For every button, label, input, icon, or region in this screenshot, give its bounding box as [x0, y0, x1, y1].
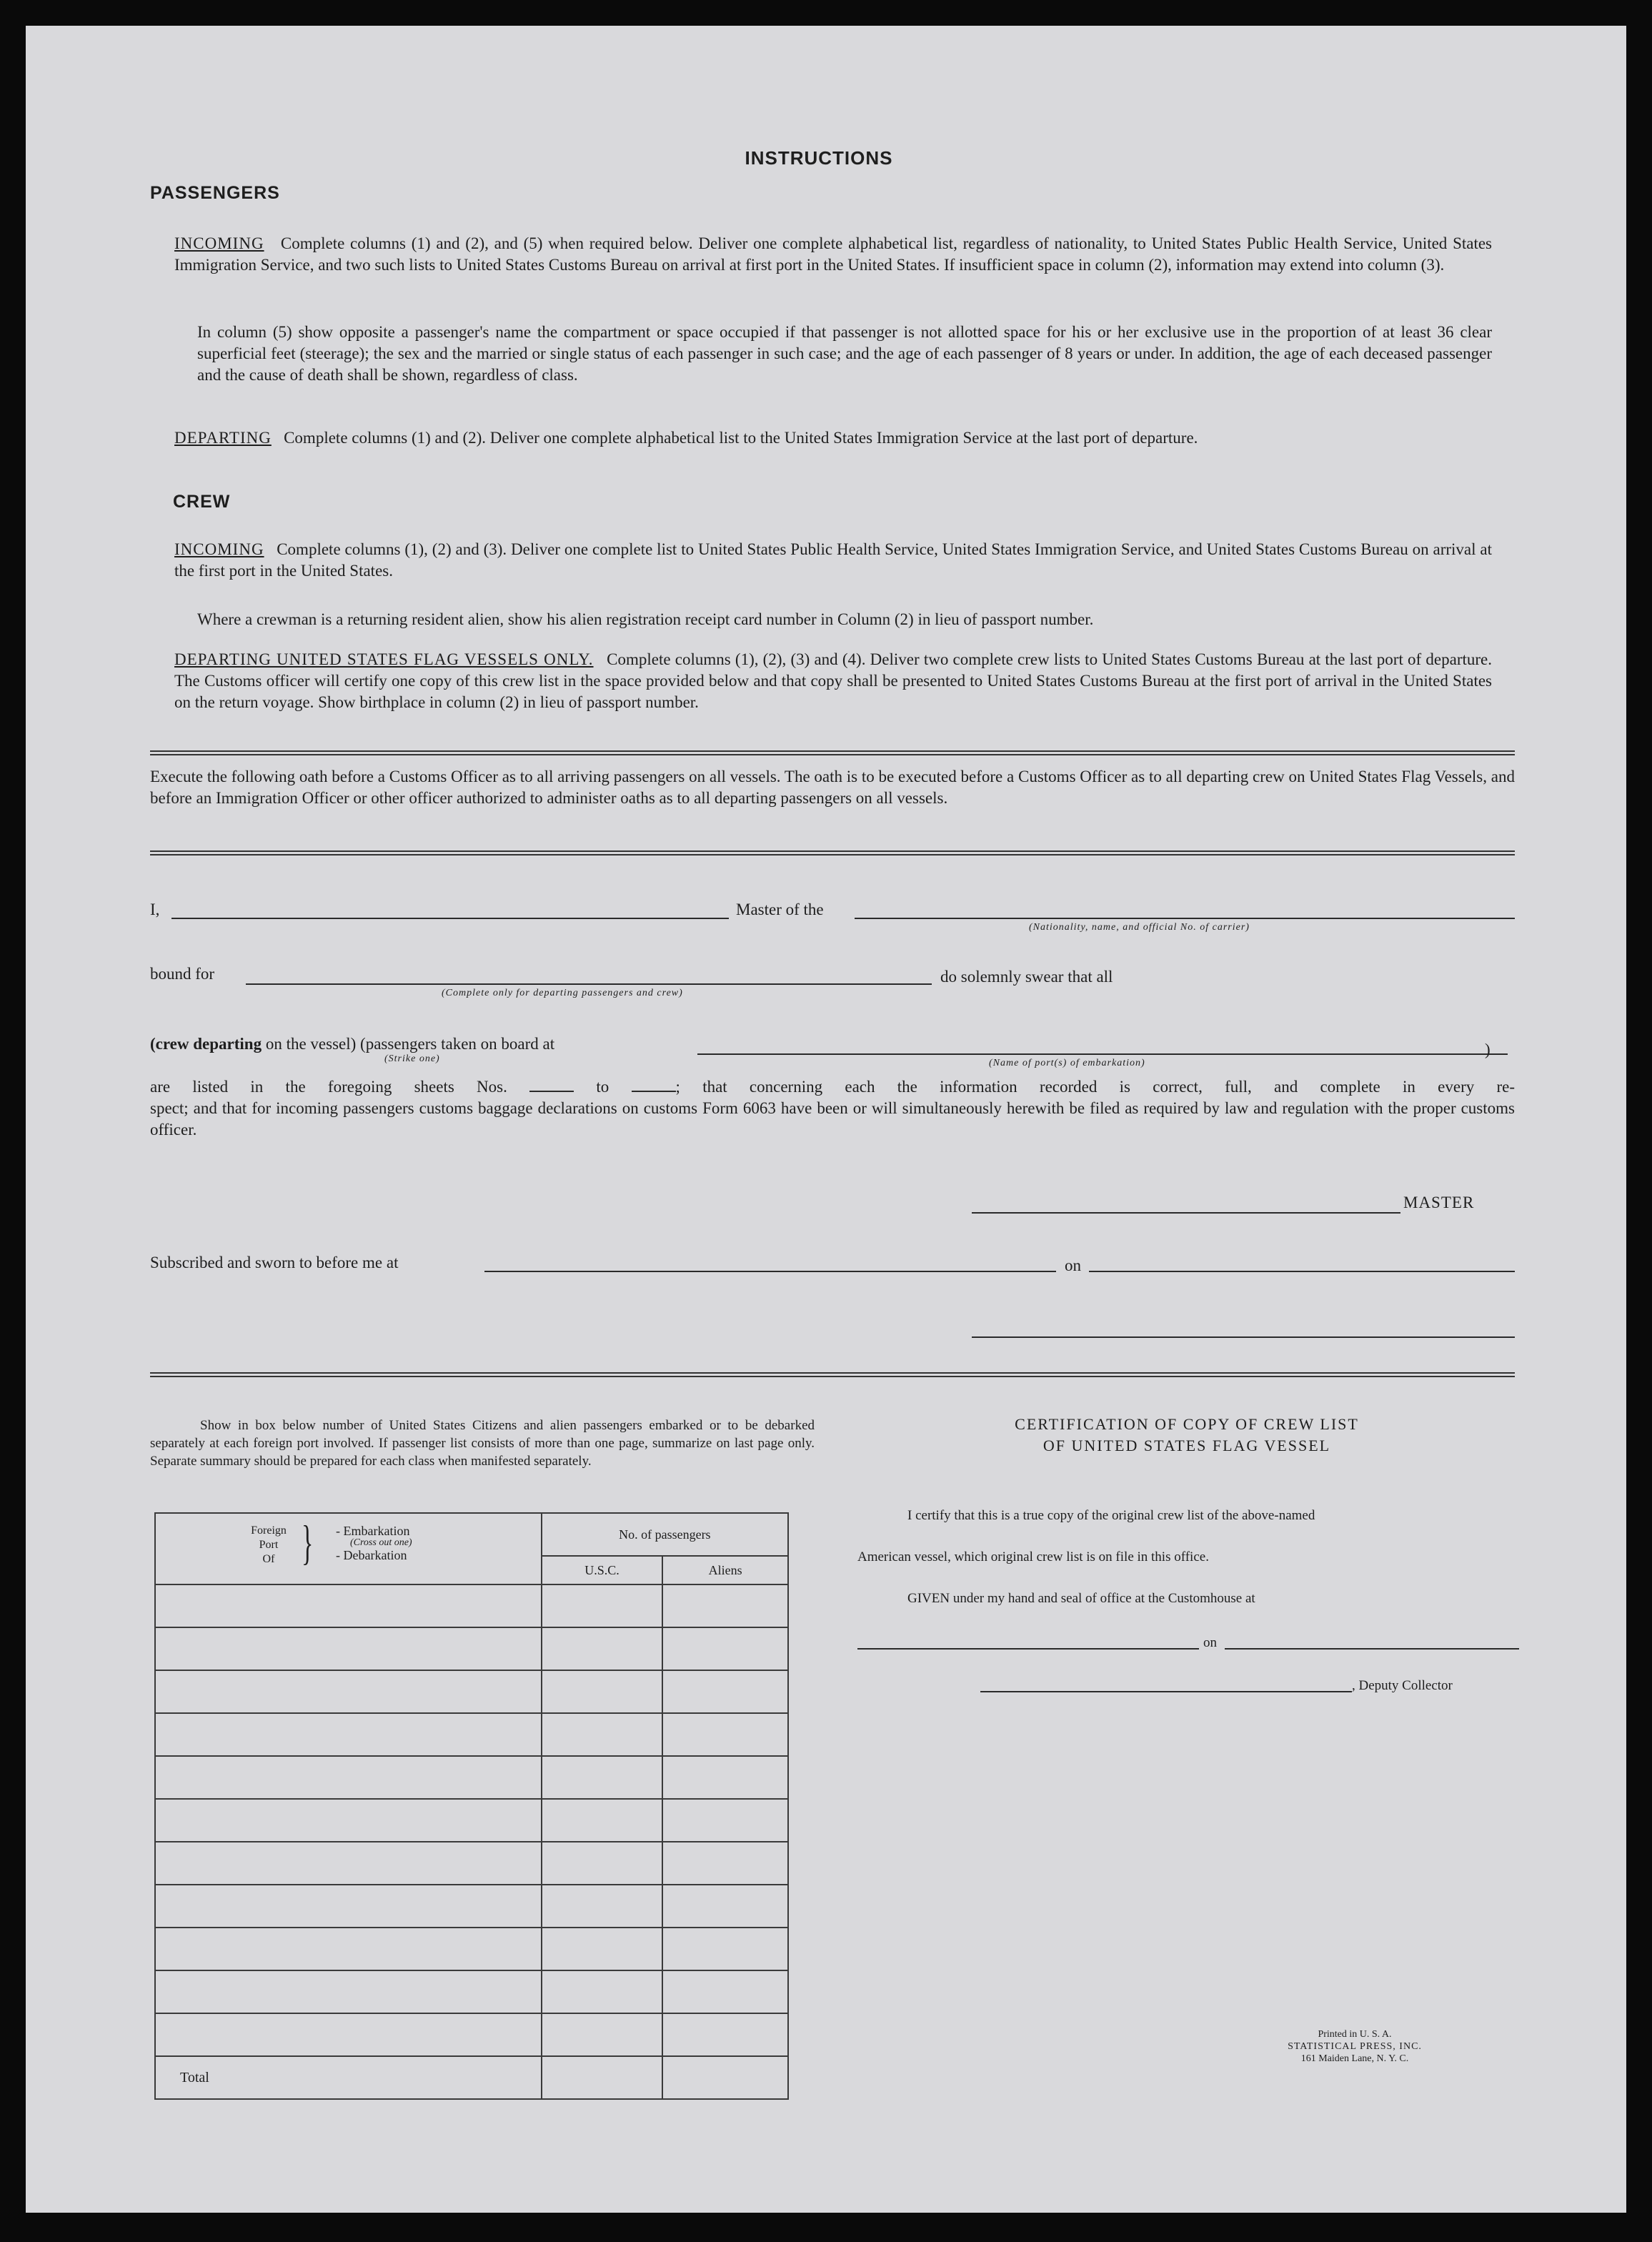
aliens-cell[interactable] [662, 1970, 788, 2013]
cert-on-label: on [1203, 1635, 1217, 1650]
printer-line2: STATISTICAL PRESS, INC. [1288, 2041, 1422, 2052]
usc-cell[interactable] [542, 1970, 663, 2013]
cross-out-caption: (Cross out one) [350, 1537, 412, 1548]
crew-incoming-label: INCOMING [174, 540, 264, 558]
summary-row [155, 1842, 788, 1885]
i-label: I, [150, 901, 160, 918]
aliens-cell[interactable] [662, 1713, 788, 1756]
passengers-departing-text: Complete columns (1) and (2). Deliver one complete alphabetical list to the United States Immigration Service at the last port of departure. [284, 429, 1198, 447]
summary-note: Show in box below number of United States Citizens and alien passengers embarked or to be debarked separately at each foreign port involved. If passenger list consists of more than one page, summarize on last page only. Separate summary should be prepared for each class when manifested separately. [150, 1418, 815, 1469]
divider [150, 750, 1515, 755]
summary-row [155, 1928, 788, 1970]
printer-imprint [1262, 2028, 1448, 2065]
port-cell[interactable] [155, 1584, 542, 1627]
no-passengers-header: No. of passengers [542, 1513, 788, 1556]
usc-cell[interactable] [542, 1885, 663, 1928]
summary-row [155, 1670, 788, 1713]
summary-row [155, 1885, 788, 1928]
subscribed-text: Subscribed and sworn to before me at [150, 1254, 399, 1271]
aliens-header: Aliens [662, 1556, 788, 1584]
given-text: GIVEN under my hand and seal of office at the Customhouse at [907, 1591, 1255, 1606]
passengers-heading: PASSENGERS [150, 183, 280, 203]
customhouse-field[interactable] [857, 1648, 1199, 1650]
column5-paragraph: In column (5) show opposite a passenger's name the compartment or space occupied if that passenger is not allotted space for his or her exclusive use in the proportion of at least 36 clear superficial feet (steerage); the sex and the married or single status of each passenger in such case; and the age of each passenger of 8 years or under. In addition, the age of each deceased passenger and the cause of death shall be shown, regardless of class. [197, 323, 1492, 384]
close-paren: ) [1485, 1041, 1491, 1058]
port-cell[interactable] [155, 1713, 542, 1756]
certification-title-line2: OF UNITED STATES FLAG VESSEL [1043, 1437, 1331, 1454]
certification-title [855, 1414, 1519, 1457]
carrier-field[interactable] [855, 918, 1515, 919]
crew-departing-text: (crew departing [150, 1035, 262, 1053]
crew-incoming-paragraph [174, 539, 1492, 582]
crew-departing-label: DEPARTING UNITED STATES FLAG VESSELS ONLY. [174, 650, 594, 668]
to-label: to [596, 1078, 609, 1096]
bound-for-field[interactable] [246, 983, 932, 985]
summary-row [155, 1627, 788, 1670]
listed-line [150, 1076, 1515, 1098]
aliens-cell[interactable] [662, 1842, 788, 1885]
port-cell[interactable] [155, 1756, 542, 1799]
port-cell[interactable] [155, 1928, 542, 1970]
total-aliens-cell[interactable] [662, 2056, 788, 2099]
total-usc-cell[interactable] [542, 2056, 663, 2099]
master-signature-field[interactable] [972, 1212, 1400, 1214]
passengers-departing-paragraph [174, 427, 1492, 449]
aliens-cell[interactable] [662, 1670, 788, 1713]
master-label: MASTER [1403, 1194, 1475, 1211]
summary-rows [155, 1584, 788, 2056]
listed-rest: ; that concerning each the information recorded is correct, full, and complete in every re- [675, 1078, 1516, 1096]
port-cell[interactable] [155, 2013, 542, 2056]
strike-one-caption: (Strike one) [384, 1053, 440, 1064]
deputy-collector-label: , Deputy Collector [1352, 1678, 1453, 1693]
divider [150, 850, 1515, 855]
listed-continuation: spect; and that for incoming passengers customs baggage declarations on customs Form 6063 have been or will simultaneously herewith be filed as required by law and regulation with the proper customs officer. [150, 1099, 1515, 1139]
crew-heading: CREW [173, 492, 231, 512]
swear-text: do solemnly swear that all [940, 968, 1113, 986]
brace-icon: } [302, 1515, 314, 1569]
passengers-incoming-paragraph [174, 233, 1492, 276]
aliens-cell[interactable] [662, 1928, 788, 1970]
aliens-cell[interactable] [662, 1799, 788, 1842]
printer-line1: Printed in U. S. A. [1318, 2029, 1392, 2040]
printer-line3: 161 Maiden Lane, N. Y. C. [1300, 2053, 1409, 2064]
passenger-summary-table [154, 1512, 789, 2100]
usc-cell[interactable] [542, 1584, 663, 1627]
cert-date-field[interactable] [1225, 1648, 1519, 1650]
summary-row [155, 1799, 788, 1842]
port-cell[interactable] [155, 1885, 542, 1928]
on-the-vessel-text: on the vessel) [265, 1035, 357, 1053]
port-cell[interactable] [155, 1670, 542, 1713]
usc-cell[interactable] [542, 1928, 663, 1970]
sworn-date-field[interactable] [1089, 1271, 1515, 1272]
of-label: Of [262, 1553, 275, 1565]
bound-for-label: bound for [150, 965, 215, 983]
usc-cell[interactable] [542, 1756, 663, 1799]
port-cell[interactable] [155, 1842, 542, 1885]
master-of-the-label: Master of the [736, 901, 824, 918]
nationality-caption: (Nationality, name, and official No. of carrier) [1029, 922, 1250, 933]
officer-signature-field[interactable] [972, 1336, 1515, 1338]
aliens-cell[interactable] [662, 1885, 788, 1928]
ports-caption: (Name of port(s) of embarkation) [989, 1058, 1145, 1068]
usc-cell[interactable] [542, 1670, 663, 1713]
foreign-label: Foreign [251, 1524, 287, 1537]
passengers-incoming-text: Complete columns (1) and (2), and (5) when required below. Deliver one complete alphabetical list, regardless of nationality, to United States Public Health Service, United States Immigration Service, and two such lists to United States Customs Bureau on arrival at first port in the United States. If insufficient space in column (2), information may extend into column (3). [174, 234, 1493, 274]
form-page [26, 26, 1626, 2213]
usc-header: U.S.C. [542, 1556, 663, 1584]
total-label: Total [155, 2056, 542, 2099]
listed-prefix: are listed in the foregoing sheets Nos. [150, 1078, 507, 1096]
complete-only-caption: (Complete only for departing passengers and crew) [442, 988, 683, 998]
sheet-from-field[interactable] [529, 1091, 574, 1092]
usc-cell[interactable] [542, 1713, 663, 1756]
deputy-collector-signature-field[interactable] [980, 1691, 1352, 1692]
port-cell[interactable] [155, 1627, 542, 1670]
aliens-cell[interactable] [662, 1756, 788, 1799]
sworn-at-field[interactable] [484, 1271, 1056, 1272]
resident-alien-paragraph: Where a crewman is a returning resident alien, show his alien registration receipt card number in Column (2) in lieu of passport number. [197, 610, 1094, 628]
aliens-cell[interactable] [662, 1584, 788, 1627]
certification-title-line1: CERTIFICATION OF COPY OF CREW LIST [1015, 1415, 1359, 1433]
foreign-port-header [155, 1513, 542, 1584]
on-label: on [1065, 1256, 1081, 1274]
usc-cell[interactable] [542, 1627, 663, 1670]
master-name-field[interactable] [171, 918, 729, 919]
usc-cell[interactable] [542, 1842, 663, 1885]
sheet-to-field[interactable] [632, 1091, 676, 1092]
certify-text: I certify that this is a true copy of the original crew list of the above-named [907, 1508, 1315, 1523]
embarkation-ports-field[interactable] [697, 1053, 1508, 1055]
embarkation-label: - Embarkation [336, 1524, 410, 1538]
summary-row [155, 2013, 788, 2056]
passengers-incoming-label: INCOMING [174, 234, 264, 252]
total-row [155, 2056, 788, 2099]
aliens-cell[interactable] [662, 2013, 788, 2056]
usc-cell[interactable] [542, 1799, 663, 1842]
instructions-title: INSTRUCTIONS [745, 147, 893, 169]
passengers-departing-label: DEPARTING [174, 429, 272, 447]
american-vessel-text: American vessel, which original crew list is on file in this office. [857, 1549, 1209, 1564]
aliens-cell[interactable] [662, 1627, 788, 1670]
passengers-taken-text: (passengers taken on board at [360, 1035, 555, 1053]
summary-row [155, 1713, 788, 1756]
execute-oath-paragraph: Execute the following oath before a Customs Officer as to all arriving passengers on all vessels. The oath is to be executed before a Customs Officer as to all departing crew on United States Flag Vessels, and before an Immigration Officer or other officer authorized to administer oaths as to all departing passengers on all vessels. [150, 768, 1515, 807]
summary-row [155, 1584, 788, 1627]
summary-row [155, 1756, 788, 1799]
crew-departing-text: Complete columns (1), (2), (3) and (4). Deliver two complete crew lists to United States Customs Bureau at the last port of departure. The Customs officer will certify one copy of this crew list in the space provided below and that copy shall be presented to United States Customs Bureau at the first port of arrival in the United States on the return voyage. Show birthplace in column (2) in lieu of passport number. [174, 650, 1493, 711]
summary-row [155, 1970, 788, 2013]
divider [150, 1372, 1515, 1377]
crew-incoming-text: Complete columns (1), (2) and (3). Deliver one complete list to United States Public Health Service, United States Immigration Service, and United States Customs Bureau on arrival at the first port in the United States. [174, 540, 1492, 580]
crew-passengers-line [150, 1033, 554, 1055]
port-label: Port [259, 1539, 279, 1551]
usc-cell[interactable] [542, 2013, 663, 2056]
crew-departing-paragraph [174, 649, 1492, 713]
port-cell[interactable] [155, 1799, 542, 1842]
debarkation-label: - Debarkation [336, 1548, 407, 1562]
port-cell[interactable] [155, 1970, 542, 2013]
